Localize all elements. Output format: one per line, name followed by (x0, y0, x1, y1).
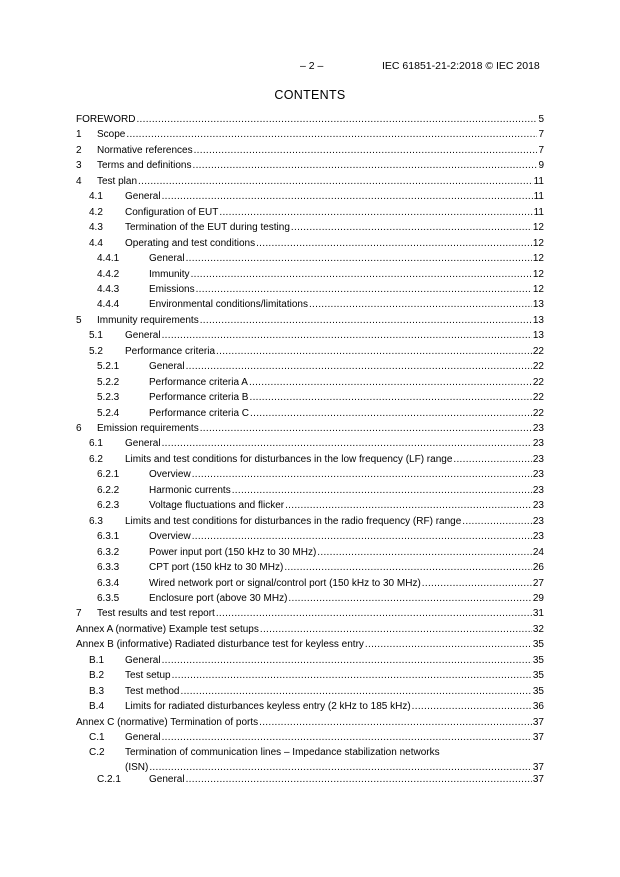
dot-leader (232, 483, 532, 498)
toc-entry-page: 12 (532, 253, 544, 265)
dot-leader (284, 560, 532, 575)
toc-entry-number: 7 (76, 608, 82, 620)
toc-entry-page: 23 (532, 438, 544, 450)
toc-entry-title: CPT port (150 kHz to 30 MHz) (149, 562, 284, 574)
toc-entry-number: B.4 (89, 701, 105, 713)
toc-entry-title: Annex A (normative) Example test setups (76, 623, 259, 635)
dot-leader (138, 174, 533, 189)
toc-entry-number: C.2 (89, 747, 105, 759)
toc-entry-number: 3 (76, 160, 82, 172)
toc-entry-page: 37 (532, 716, 544, 728)
dot-leader (180, 684, 531, 699)
toc-entry-title: Configuration of EUT (125, 206, 219, 218)
toc-entry[interactable] (0, 205, 620, 220)
toc-entry-title: Overview (149, 531, 191, 543)
toc-entry-number: 4.1 (89, 191, 103, 203)
toc-entry-number: 6 (76, 423, 82, 434)
toc-entry-title: Environmental conditions/limitations (149, 299, 308, 311)
dot-leader (365, 637, 532, 652)
toc-entry-number: 6.1 (89, 438, 103, 450)
toc-entry-title: Annex B (informative) Radiated disturbance test for keyless entry (76, 639, 364, 651)
dot-leader (219, 205, 532, 220)
toc-entry[interactable] (0, 576, 620, 591)
toc-entry-title: Immunity requirements (97, 314, 199, 326)
toc-entry-number: 5.2.4 (97, 407, 120, 419)
toc-entry[interactable] (0, 745, 620, 774)
toc-entry-page: 11 (533, 191, 544, 203)
dot-leader (162, 436, 532, 451)
toc-entry-page: 23 (532, 500, 544, 512)
toc-entry-title: Normative references (97, 144, 193, 156)
dot-leader (216, 344, 532, 359)
toc-entry-number: 6.2.2 (97, 484, 120, 496)
toc-entry-title: Harmonic currents (149, 484, 231, 496)
toc-entry-title: General (125, 191, 161, 203)
toc-entry-page: 24 (532, 546, 544, 558)
dot-leader (259, 715, 532, 730)
toc-entry-page: 7 (538, 144, 544, 156)
toc-entry-number: 4.4.2 (97, 268, 120, 280)
toc-entry[interactable] (0, 313, 620, 328)
dot-leader (249, 375, 532, 390)
toc-entry[interactable] (0, 436, 620, 451)
toc-entry-title: Limits for radiated disturbances keyless entry (2 kHz to 185 kHz) (125, 701, 411, 713)
toc-entry-page: 13 (532, 314, 544, 326)
dot-leader (200, 313, 532, 328)
toc-entry-title: Termination of communication lines – Impedance stabilization networks (125, 747, 440, 759)
dot-leader (288, 591, 531, 606)
toc-entry[interactable] (0, 375, 620, 390)
toc-entry-number: 5.2.3 (97, 392, 120, 404)
dot-leader (422, 576, 532, 591)
toc-entry[interactable] (0, 606, 620, 621)
toc-entry-number: 4.2 (89, 206, 103, 218)
toc-entry-number: 6.3.1 (97, 531, 120, 543)
toc-entry-number: 6.3.3 (97, 562, 120, 574)
dot-leader (412, 699, 532, 714)
dot-leader (126, 127, 537, 142)
standard-reference: IEC 61851-21-2:2018 © IEC 2018 (382, 60, 540, 72)
toc-entry-title: General (125, 654, 161, 666)
toc-entry-title: General (149, 773, 185, 785)
toc-entry-title: Performance criteria B (149, 392, 249, 404)
toc-entry[interactable] (0, 220, 620, 235)
toc-entry-number: 6.3 (89, 515, 103, 527)
toc-entry-number: 4.3 (89, 222, 103, 234)
toc-entry-number: 5.2.1 (97, 361, 120, 373)
toc-entry-title: Performance criteria C (149, 407, 250, 419)
toc-entry-number: 4 (76, 175, 82, 187)
toc-entry-title: Annex C (normative) Termination of ports (76, 716, 259, 728)
toc-entry[interactable] (0, 174, 620, 189)
toc-entry[interactable] (0, 467, 620, 482)
dot-leader (462, 514, 532, 529)
dot-leader (250, 406, 532, 421)
dot-leader (186, 772, 532, 787)
dot-leader (172, 668, 532, 683)
toc-entry-page: 12 (532, 222, 544, 234)
dot-leader (162, 730, 532, 745)
toc-entry[interactable] (0, 772, 620, 787)
toc-entry-page: 5 (538, 114, 544, 125)
dot-leader (216, 606, 532, 621)
toc-entry[interactable] (0, 359, 620, 374)
toc-entry-page: 11 (533, 175, 544, 187)
toc-entry-title: Limits and test conditions for disturbances in the low frequency (LF) range (125, 453, 453, 465)
toc-entry[interactable] (0, 143, 620, 158)
toc-entry[interactable] (0, 699, 620, 714)
toc-entry-page: 12 (532, 268, 544, 280)
toc-entry[interactable] (0, 637, 620, 652)
toc-entry-title: General (125, 330, 161, 342)
toc-entry-title: Emission requirements (97, 423, 199, 434)
toc-entry-title: General (125, 438, 161, 450)
toc-entry[interactable] (0, 452, 620, 467)
dot-leader (191, 267, 532, 282)
toc-entry[interactable] (0, 390, 620, 405)
toc-entry-page: 23 (532, 531, 544, 543)
dot-leader (196, 282, 532, 297)
toc-entry-number: 6.3.5 (97, 592, 120, 604)
toc-entry-number: 6.3.4 (97, 577, 120, 589)
toc-entry[interactable] (0, 267, 620, 282)
toc-entry-number: 6.2.3 (97, 500, 120, 512)
toc-entry-number: 5 (76, 314, 82, 326)
toc-entry-title: FOREWORD (76, 114, 136, 125)
toc-entry[interactable] (0, 189, 620, 204)
toc-entry[interactable] (0, 560, 620, 575)
toc-entry-page: 22 (532, 376, 544, 388)
dot-leader (186, 251, 532, 266)
toc-entry-title: Termination of the EUT during testing (125, 222, 290, 234)
dot-leader (285, 498, 532, 513)
toc-entry[interactable] (0, 684, 620, 699)
toc-entry-number: C.2.1 (97, 773, 121, 785)
toc-entry-title: Power input port (150 kHz to 30 MHz) (149, 546, 317, 558)
toc-entry-title: Performance criteria (125, 345, 216, 357)
page-number: – 2 – (300, 60, 324, 72)
toc-entry-page: 36 (532, 701, 544, 713)
dot-leader (162, 328, 532, 343)
toc-entry-number: 6.2 (89, 453, 103, 465)
toc-entry-number: 2 (76, 144, 82, 156)
toc-entry-number: 6.2.1 (97, 469, 120, 481)
dot-leader (136, 112, 537, 127)
dot-leader (317, 545, 532, 560)
toc-entry-page: 26 (532, 562, 544, 574)
toc-entry[interactable] (0, 112, 620, 127)
toc-entry-page: 7 (538, 129, 544, 141)
toc-entry-number: 4.4.3 (97, 283, 120, 295)
toc-entry-page: 31 (532, 608, 544, 620)
toc-entry-page: 9 (538, 160, 544, 172)
toc-entry[interactable] (0, 421, 620, 436)
toc-entry-page: 35 (532, 670, 544, 682)
toc-entry[interactable] (0, 282, 620, 297)
toc-entry-page: 32 (532, 623, 544, 635)
toc-entry-title: Operating and test conditions (125, 237, 256, 249)
dot-leader (194, 143, 538, 158)
toc-entry-number: 4.4.1 (97, 253, 120, 265)
toc-entry-number: C.1 (89, 732, 105, 743)
toc-entry-page: 22 (532, 345, 544, 357)
toc-entry[interactable] (0, 236, 620, 251)
toc-entry-number: B.2 (89, 670, 105, 682)
toc-entry[interactable] (0, 127, 620, 142)
dot-leader (162, 653, 532, 668)
toc-entry-title-continued: (ISN) (125, 762, 149, 774)
toc-entry-page: 35 (532, 639, 544, 651)
toc-entry-title: General (149, 253, 185, 265)
toc-entry-title: Immunity (149, 268, 190, 280)
toc-entry-page: 35 (532, 654, 544, 666)
toc-entry-title: Performance criteria A (149, 376, 248, 388)
toc-entry-page: 23 (532, 469, 544, 481)
toc-entry-page: 23 (532, 423, 544, 434)
dot-leader (260, 622, 532, 637)
toc-entry-title: Test results and test report (97, 608, 215, 620)
toc-entry[interactable] (0, 406, 620, 421)
dot-leader (192, 467, 532, 482)
page-title: CONTENTS (274, 88, 346, 102)
toc-entry-page: 22 (532, 361, 544, 373)
toc-entry-title: Wired network port or signal/control port (150 kHz to 30 MHz) (149, 577, 421, 589)
toc-entry-title: Test plan (97, 175, 138, 187)
toc-entry[interactable] (0, 158, 620, 173)
toc-entry-number: 5.2.2 (97, 376, 120, 388)
toc-entry-number: 4.4.4 (97, 299, 120, 311)
dot-leader (249, 390, 531, 405)
toc-entry-title: Limits and test conditions for disturbances in the radio frequency (RF) range (125, 515, 462, 527)
toc-entry[interactable] (0, 730, 620, 745)
dot-leader (256, 236, 532, 251)
toc-entry[interactable] (0, 514, 620, 529)
toc-entry-page: 37 (532, 773, 544, 785)
toc-entry-number: B.1 (89, 654, 105, 666)
dot-leader (453, 452, 531, 467)
toc-entry[interactable] (0, 715, 620, 730)
toc-entry-page: 11 (533, 206, 544, 218)
dot-leader (200, 421, 532, 436)
toc-entry-page: 23 (532, 484, 544, 496)
toc-entry-page: 22 (532, 407, 544, 419)
toc-entry-page: 27 (532, 577, 544, 589)
toc-entry-page: 37 (532, 732, 544, 743)
toc-entry[interactable] (0, 498, 620, 513)
toc-entry[interactable] (0, 297, 620, 312)
toc-entry-title: Emissions (149, 283, 195, 295)
toc-entry-page: 12 (532, 283, 544, 295)
toc-entry[interactable] (0, 529, 620, 544)
toc-entry-title: Overview (149, 469, 191, 481)
dot-leader (309, 297, 532, 312)
dot-leader (193, 158, 538, 173)
toc-entry[interactable] (0, 653, 620, 668)
toc-entry-title: General (149, 361, 185, 373)
toc-entry[interactable] (0, 591, 620, 606)
toc-entry-title: Scope (97, 129, 126, 141)
toc-entry-page: 23 (532, 453, 544, 465)
toc-entry-number: B.3 (89, 685, 105, 697)
dot-leader (186, 359, 532, 374)
toc-entry-page: 35 (532, 685, 544, 697)
toc-entry-title: Terms and definitions (97, 160, 192, 172)
toc-entry-number: 5.1 (89, 330, 103, 342)
toc-entry[interactable] (0, 328, 620, 343)
toc-entry-number: 5.2 (89, 345, 103, 357)
toc-entry[interactable] (0, 344, 620, 359)
toc-entry-title: Test method (125, 685, 180, 697)
toc-entry[interactable] (0, 251, 620, 266)
toc-entry-page: 37 (532, 762, 544, 774)
toc-entry[interactable] (0, 622, 620, 637)
dot-leader (162, 189, 533, 204)
toc-entry[interactable] (0, 483, 620, 498)
toc-entry-title: Enclosure port (above 30 MHz) (149, 592, 288, 604)
toc-entry-title: Voltage fluctuations and flicker (149, 500, 285, 512)
toc-entry-page: 29 (532, 592, 544, 604)
dot-leader (291, 220, 532, 235)
toc-entry-page: 23 (532, 515, 544, 527)
toc-entry-title: Test setup (125, 670, 171, 682)
toc-entry-number: 1 (76, 129, 82, 141)
toc-entry-page: 22 (532, 392, 544, 404)
dot-leader (192, 529, 532, 544)
toc-entry-title: General (125, 732, 161, 743)
toc-entry-number: 6.3.2 (97, 546, 120, 558)
toc-entry-page: 13 (532, 330, 544, 342)
toc-entry-page: 13 (532, 299, 544, 311)
toc-entry[interactable] (0, 668, 620, 683)
toc-entry[interactable] (0, 545, 620, 560)
toc-entry-page: 12 (532, 237, 544, 249)
toc-entry-number: 4.4 (89, 237, 103, 249)
